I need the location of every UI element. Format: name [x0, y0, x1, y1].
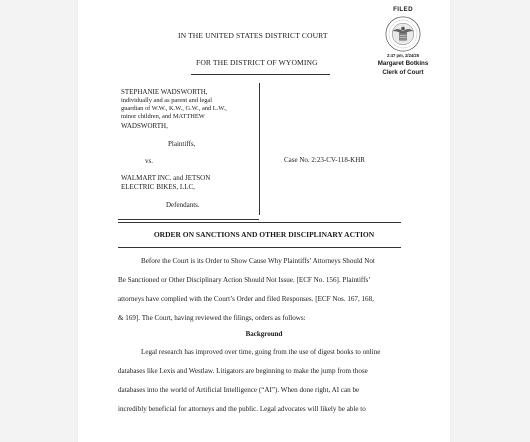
caption-underline	[118, 219, 259, 220]
body-text-line: & 169]. The Court, having reviewed the filings, orders as follows:	[118, 314, 306, 322]
filed-time: 2:47 pm, 2/24/25	[386, 53, 420, 58]
plaintiff-name: WADSWORTH,	[121, 122, 168, 130]
filed-stamp	[358, 6, 448, 77]
order-title: ORDER ON SANCTIONS AND OTHER DISCIPLINARY ACTION	[153, 230, 375, 239]
versus-label: vs.	[145, 157, 153, 165]
body-text-line: Be Sanctioned or Other Disciplinary Action Should Not Issue. [ECF No. 156]. Plaintiffs’	[118, 276, 371, 284]
plaintiff-description: individually and as parent and legal	[121, 97, 213, 104]
plaintiff-description: minor children, and MATTHEW	[121, 113, 205, 120]
plaintiff-name: STEPHANIE WADSWORTH,	[121, 88, 208, 96]
defendants-role: Defendants.	[166, 201, 200, 209]
defendant-name: WALMART INC. and JETSON	[121, 174, 211, 182]
court-name: IN THE UNITED STATES DISTRICT COURT	[178, 31, 328, 40]
caption-divider	[259, 83, 260, 215]
body-text-line: incredibly beneficial for attorneys and the public. Legal advocates will likely be able to	[118, 405, 366, 413]
clerk-title: Clerk of Court	[382, 69, 424, 77]
title-rule-bottom	[118, 247, 401, 248]
case-number: Case No. 2:23-CV-118-KHR	[284, 156, 365, 164]
court-district: FOR THE DISTRICT OF WYOMING	[196, 58, 318, 67]
document-page	[78, 0, 450, 442]
plaintiff-description: guardian of W.W., K.W., G.W., and L.W.,	[121, 105, 227, 112]
court-underline	[191, 74, 330, 75]
body-text-line: Before the Court is its Order to Show Cause Why Plaintiffs’ Attorneys Should Not	[141, 257, 375, 265]
defendant-name: ELECTRIC BIKES, LLC,	[121, 183, 195, 191]
body-text-line: databases like Lexis and Westlaw. Litigators are beginning to make the jump from those	[118, 367, 368, 375]
body-text-line: attorneys have complied with the Court’s Order and filed Responses. [ECF Nos. 167, 168,	[118, 295, 374, 303]
body-text-line: Legal research has improved over time, going from the use of digest books to online	[141, 348, 381, 356]
body-text-line: databases into the world of Artificial Intelligence (“AI”). When done right, AI can be	[118, 386, 360, 394]
section-heading: Background	[245, 330, 283, 338]
plaintiffs-role: Plaintiffs,	[168, 140, 196, 148]
filed-label: FILED	[393, 6, 413, 13]
court-seal-icon	[385, 16, 421, 52]
title-rule-top	[118, 222, 401, 223]
clerk-name: Margaret Botkins	[377, 60, 429, 67]
